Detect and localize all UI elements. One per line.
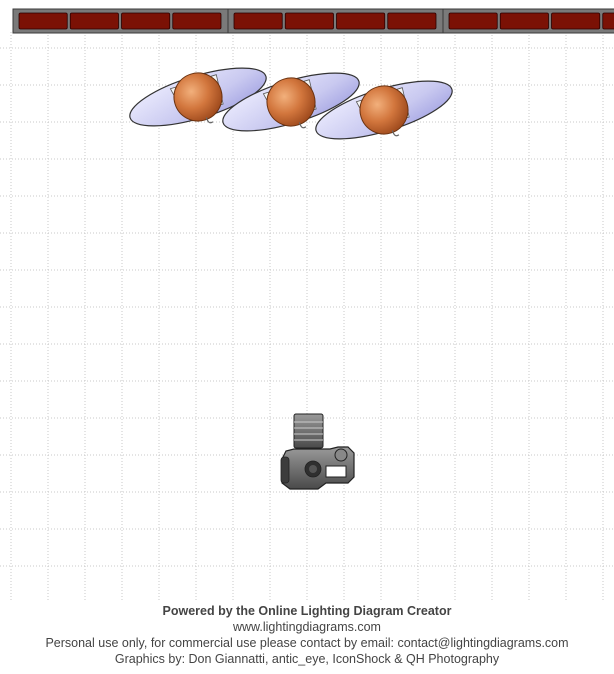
wall-brick — [173, 13, 221, 29]
credits-footer — [0, 603, 614, 667]
wall-brick — [603, 13, 614, 29]
camera-icon[interactable] — [281, 414, 354, 489]
camera-dial — [335, 449, 347, 461]
wall-brick — [122, 13, 170, 29]
graphics-credits-text: Graphics by: Don Giannatti, antic_eye, IconShock & QH Photography — [114, 652, 500, 666]
wall-brick — [388, 13, 436, 29]
wall-brick — [70, 13, 118, 29]
camera-lcd — [326, 466, 346, 477]
wall-brick — [449, 13, 497, 29]
camera-grip — [281, 457, 289, 483]
wall-brick — [500, 13, 548, 29]
powered-by-text: Powered by the Online Lighting Diagram Creator — [162, 604, 452, 618]
wall-brick — [337, 13, 385, 29]
background-brick-wall — [13, 9, 614, 33]
license-text: Personal use only, for commercial use please contact by email: contact@lightingdiagrams.com — [45, 636, 569, 650]
camera-lens — [294, 414, 323, 448]
wall-brick — [234, 13, 282, 29]
wall-brick — [552, 13, 600, 29]
website-text: www.lightingdiagrams.com — [233, 620, 381, 634]
wall-brick — [19, 13, 67, 29]
wall-brick — [285, 13, 333, 29]
